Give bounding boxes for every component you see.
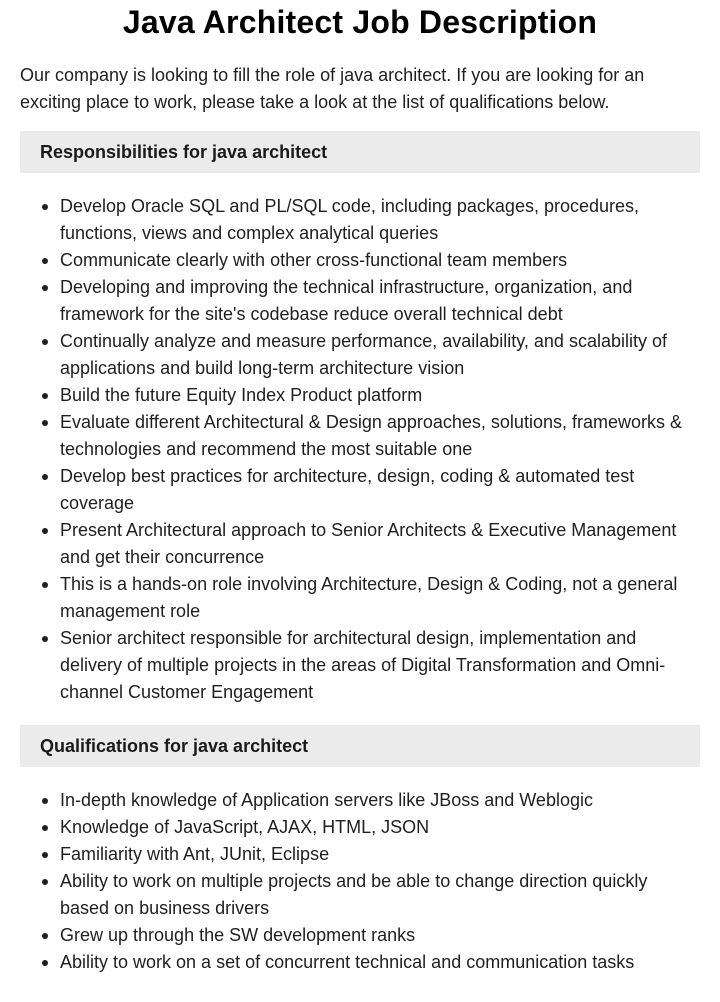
- list-item: [60, 787, 700, 814]
- list-item: [60, 193, 700, 247]
- bullet-icon: [42, 285, 48, 291]
- list-item: [60, 409, 700, 463]
- list-item-text: Evaluate different Architectural & Design approaches, solutions, frameworks & technologies and recommend the most suitable one: [60, 412, 682, 459]
- list-item-text: Ability to work on a set of concurrent technical and communication tasks: [60, 952, 635, 972]
- list-item-text: Continually analyze and measure performance, availability, and scalability of applications and build long-term architecture vision: [60, 331, 667, 378]
- list-item: [60, 382, 700, 409]
- list-item: [60, 517, 700, 571]
- list-item-text: Build the future Equity Index Product platform: [60, 385, 423, 405]
- bullet-icon: [42, 582, 48, 588]
- bullet-icon: [42, 798, 48, 804]
- list-item: [60, 328, 700, 382]
- list-item-text: This is a hands-on role involving Architecture, Design & Coding, not a general management role: [60, 574, 678, 621]
- page-title: Java Architect Job Description: [122, 4, 598, 40]
- bullet-icon: [42, 393, 48, 399]
- bullet-icon: [42, 852, 48, 858]
- bullet-icon: [42, 960, 48, 966]
- list-item-text: Grew up through the SW development ranks: [60, 925, 416, 945]
- list-item-text: Present Architectural approach to Senior Architects & Executive Management and get their concurrence: [60, 520, 677, 567]
- list-item-text: Communicate clearly with other cross-functional team members: [60, 250, 568, 270]
- list-item: [60, 922, 700, 949]
- list-item-text: In-depth knowledge of Application servers like JBoss and Weblogic: [60, 790, 593, 810]
- list-item-text: Familiarity with Ant, JUnit, Eclipse: [60, 844, 330, 864]
- list-item: [60, 571, 700, 625]
- list-item: [60, 841, 700, 868]
- intro-paragraph: Our company is looking to fill the role of java architect. If you are looking for an exciting place to work, please take a look at the list of qualifications below.: [20, 65, 645, 112]
- qualifications-heading: Qualifications for java architect: [20, 725, 700, 767]
- list-item-text: Senior architect responsible for architectural design, implementation and delivery of multiple projects in the areas of Digital Transformation and Omni-channel Customer Engagement: [60, 628, 666, 702]
- bullet-icon: [42, 933, 48, 939]
- list-item: [60, 625, 700, 706]
- list-item: [60, 814, 700, 841]
- list-item-text: Knowledge of JavaScript, AJAX, HTML, JSON: [60, 817, 430, 837]
- list-item: [60, 274, 700, 328]
- bullet-icon: [42, 528, 48, 534]
- list-item-text: Develop best practices for architecture, design, coding & automated test coverage: [60, 466, 635, 513]
- list-item: [60, 463, 700, 517]
- list-item: [60, 949, 700, 976]
- list-item: [60, 247, 700, 274]
- bullet-icon: [42, 258, 48, 264]
- responsibilities-list: [20, 193, 700, 706]
- list-item-text: Developing and improving the technical infrastructure, organization, and framework for the site's codebase reduce overall technical debt: [60, 277, 633, 324]
- bullet-icon: [42, 339, 48, 345]
- list-item-text: Ability to work on multiple projects and be able to change direction quickly based on business drivers: [60, 871, 648, 918]
- bullet-icon: [42, 204, 48, 210]
- bullet-icon: [42, 879, 48, 885]
- bullet-icon: [42, 636, 48, 642]
- bullet-icon: [42, 420, 48, 426]
- list-item-text: Develop Oracle SQL and PL/SQL code, including packages, procedures, functions, views and complex analytical queries: [60, 196, 640, 243]
- list-item: [60, 868, 700, 922]
- bullet-icon: [42, 474, 48, 480]
- responsibilities-heading: Responsibilities for java architect: [20, 131, 700, 173]
- bullet-icon: [42, 825, 48, 831]
- qualifications-list: [20, 787, 700, 976]
